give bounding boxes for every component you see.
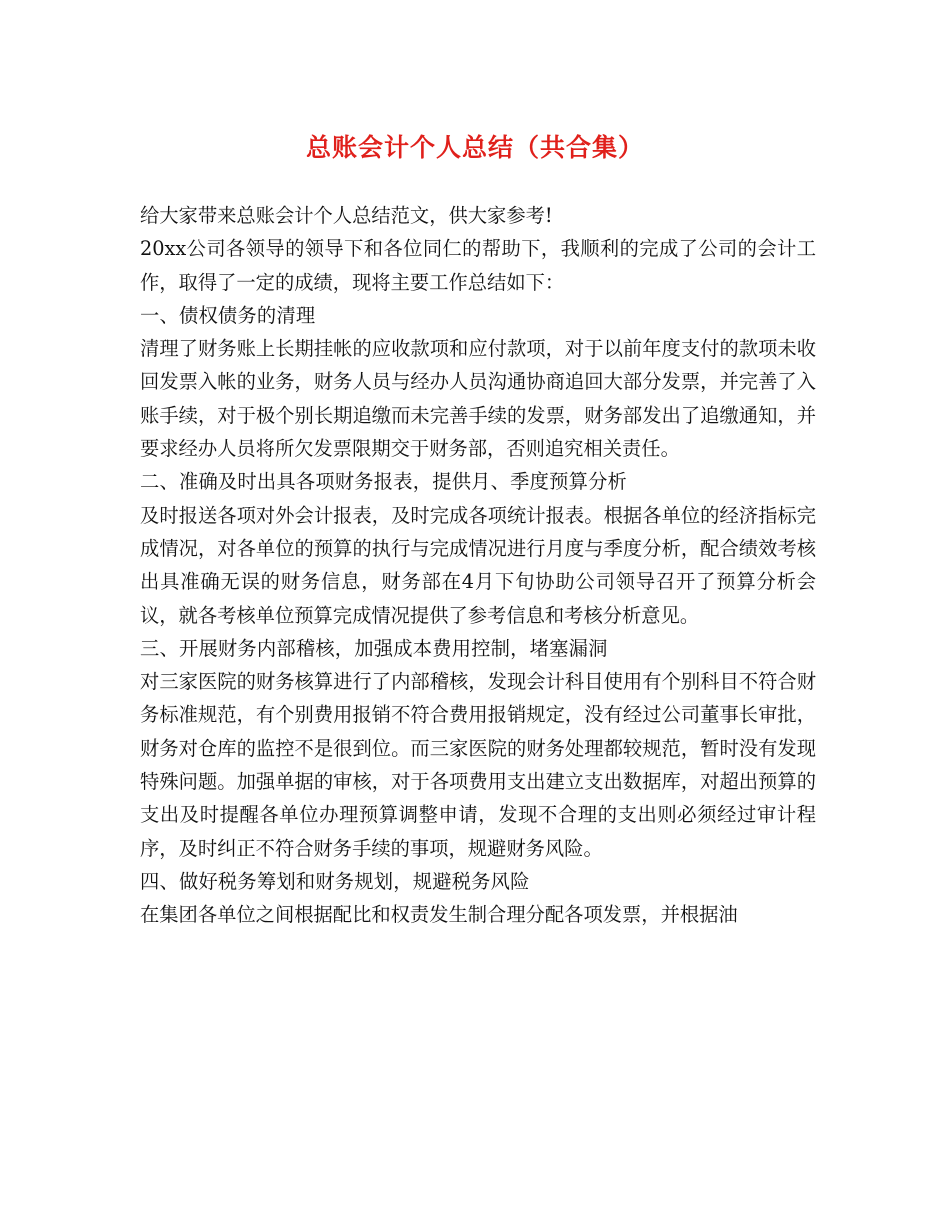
section-body-3: 对三家医院的财务核算进行了内部稽核，发现会计科目使用有个别科目不符合财务标准规范，有个别费用报销不符合费用报销规定，没有经过公司董事长审批，财务对仓库的监控不是很到位。而三家医院的财务处理都较规范，暂时没有发现特殊问题。加强单据的审核，对于各项费用支出建立支出数据库，对超出预算的支出及时提醒各单位办理预算调整申请，发现不合理的支出则必须经过审计程序，及时纠正不符合财务手续的事项，规避财务风险。	[140, 670, 816, 860]
section-body-2: 及时报送各项对外会计报表，及时完成各项统计报表。根据各单位的经济指标完成情况，对各单位的预算的执行与完成情况进行月度与季度分析，配合绩效考核出具准确无误的财务信息，财务部在4月下旬协助公司领导召开了预算分析会议，就各考核单位预算完成情况提供了参考信息和考核分析意见。	[140, 503, 816, 627]
section-heading-1: 一、债权债务的清理	[140, 303, 316, 327]
document-body	[140, 199, 816, 932]
intro-paragraph: 给大家带来总账会计个人总结范文，供大家参考!	[140, 204, 553, 227]
section-heading-2: 二、准确及时出具各项财务报表，提供月、季度预算分析	[140, 470, 628, 494]
section-body-1: 清理了财务账上长期挂帐的应收款项和应付款项，对于以前年度支付的款项未收回发票入帐的业务，财务人员与经办人员沟通协商追回大部分发票，并完善了入账手续，对于极个别长期追缴而未完善手续的发票，财务部发出了追缴通知，并要求经办人员将所欠发票限期交于财务部，否则追究相关责任。	[140, 337, 816, 461]
document-title: 总账会计个人总结（共合集）	[305, 133, 644, 162]
section-body-4: 在集团各单位之间根据配比和权责发生制合理分配各项发票，并根据油	[140, 903, 738, 927]
overview-paragraph: 20xx公司各领导的领导下和各位同仁的帮助下，我顺利的完成了公司的会计工作，取得了一定的成绩，现将主要工作总结如下：	[140, 237, 816, 294]
section-heading-4: 四、做好税务筹划和财务规划，规避税务风险	[140, 869, 530, 893]
section-heading-3: 三、开展财务内部稽核，加强成本费用控制，堵塞漏洞	[140, 636, 608, 660]
